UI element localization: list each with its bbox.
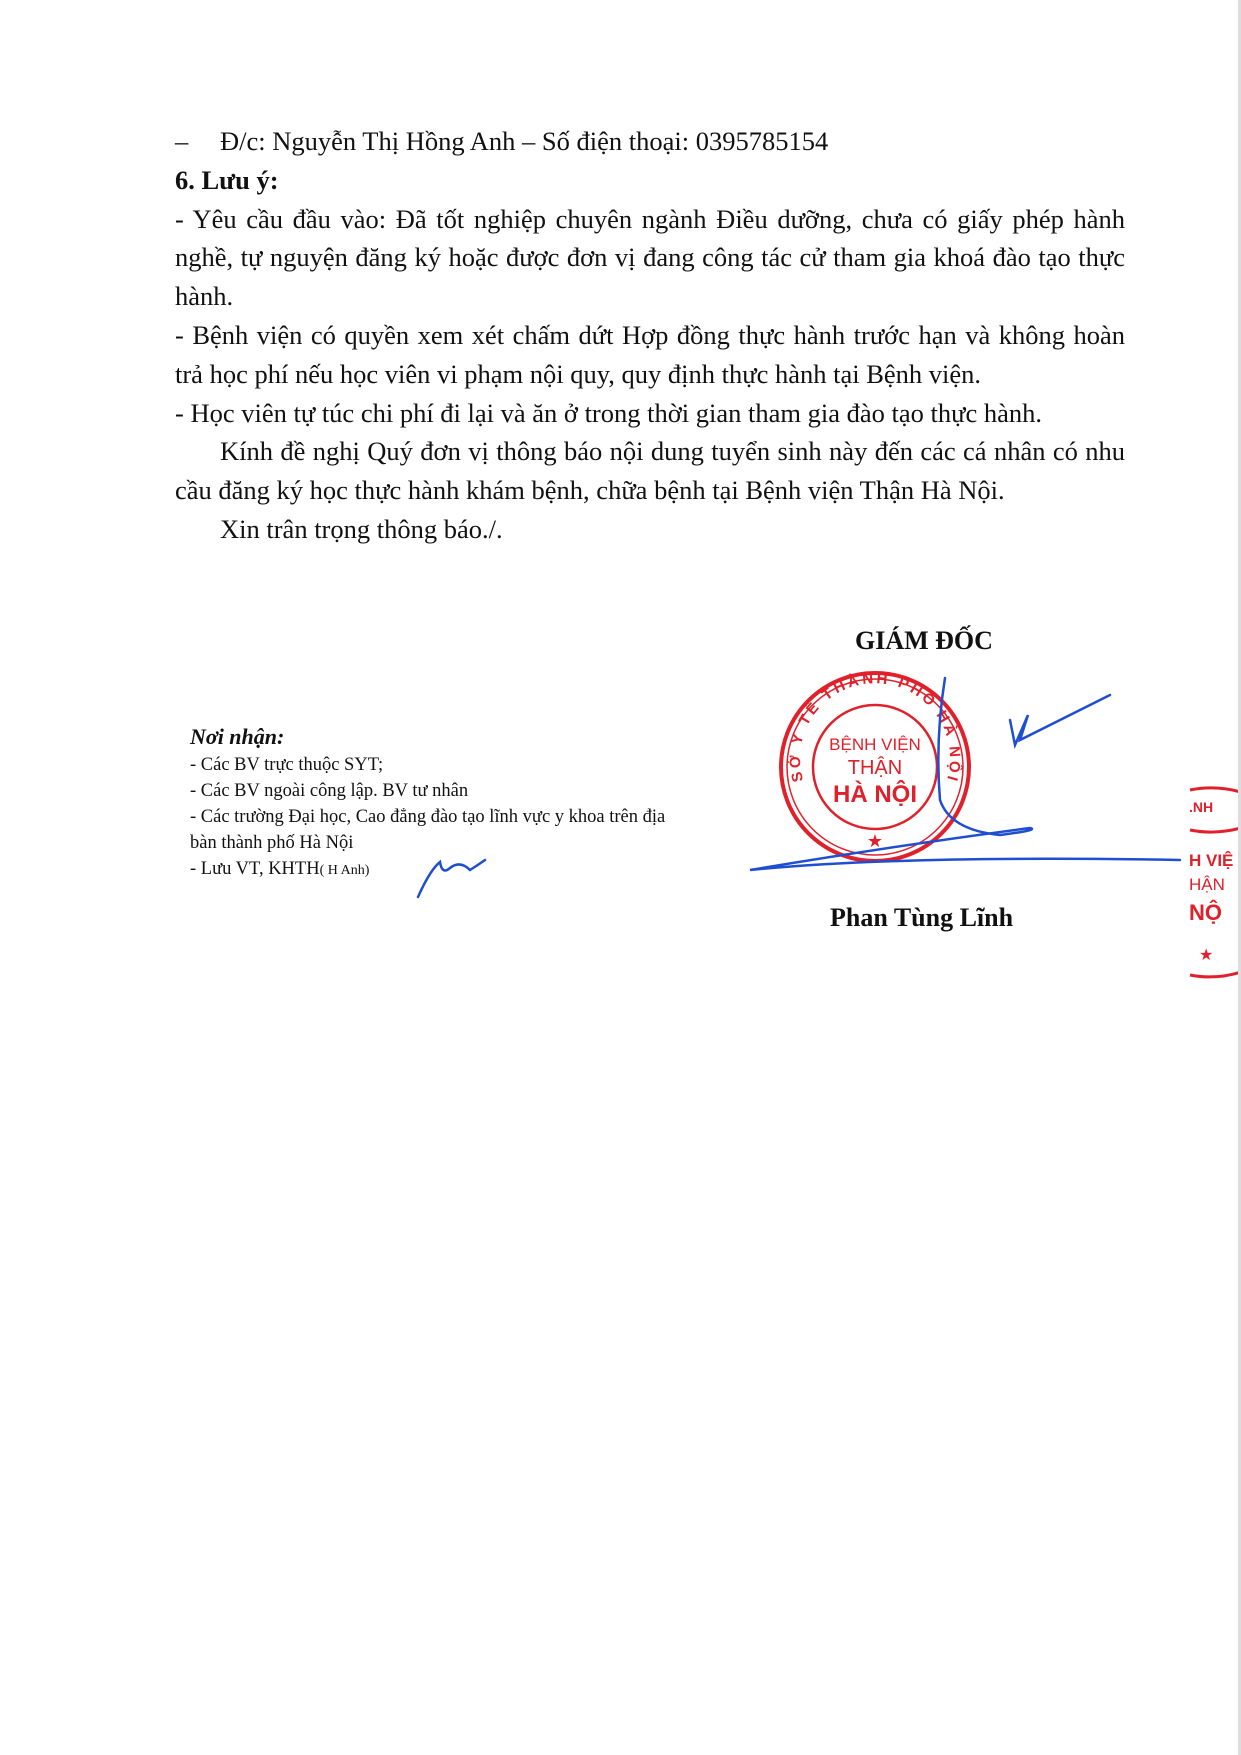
signer-name: Phan Tùng Lĩnh	[830, 903, 1014, 932]
partial-seal-edge	[1185, 780, 1241, 990]
archive-text: - Lưu VT, KHTH	[190, 859, 320, 879]
svg-text:.NH: .NH	[1189, 799, 1214, 815]
svg-text:H VIỆ: H VIỆ	[1189, 851, 1234, 870]
recipients-title: Nơi nhận:	[190, 724, 285, 749]
svg-text:HẬN: HẬN	[1189, 875, 1225, 894]
contact-line	[175, 122, 1125, 161]
svg-text:★: ★	[1199, 947, 1214, 964]
star-icon: ★	[866, 831, 884, 851]
recipient-item: - Các BV trực thuộc SYT;	[190, 755, 384, 775]
closing-request: Kính đề nghị Quý đơn vị thông báo nội dung tuyển sinh này đến các cá nhân có nhu cầu đăng ký học thực hành khám bệnh, chữa bệnh tại Bệnh viện Thận Hà Nội.	[175, 436, 1125, 506]
section-heading: 6. Lưu ý:	[175, 164, 279, 195]
recipients-block	[190, 722, 690, 884]
seal-line1: BỆNH VIỆN	[829, 735, 921, 754]
seal-outer-text: SỞ Y TẾ THÀNH PHỐ HÀ NỘI	[786, 670, 964, 786]
note-item: - Học viên tự túc chi phí đi lại và ăn ở trong thời gian tham gia đào tạo thực hành.	[175, 397, 1042, 428]
note-item: - Bệnh viện có quyền xem xét chấm dứt Hợp đồng thực hành trước hạn và không hoàn trả học phí nếu học viên vi phạm nội quy, quy định thực hành tại Bệnh viện.	[175, 319, 1125, 389]
recipient-archive	[190, 856, 690, 884]
note-item: - Yêu cầu đầu vào: Đã tốt nghiệp chuyên ngành Điều dưỡng, chưa có giấy phép hành nghề, tự nguyện đăng ký hoặc được đơn vị đang công tác cử tham gia khoá đào tạo thực hành.	[175, 203, 1125, 312]
document-body	[175, 122, 1125, 549]
closing-regards: Xin trân trọng thông báo./.	[220, 513, 503, 544]
dash: –	[175, 126, 189, 156]
recipient-item: - Các BV ngoài công lập. BV tư nhân	[190, 781, 469, 801]
contact-text: Đ/c: Nguyễn Thị Hồng Anh – Số điện thoại: 0395785154	[220, 126, 829, 156]
seal-line3: HÀ NỘI	[833, 781, 917, 808]
recipient-item: - Các trường Đại học, Cao đẳng đào tạo lĩnh vực y khoa trên địa bàn thành phố Hà Nội	[190, 807, 666, 853]
seal-line2: THẬN	[847, 757, 903, 779]
svg-text:NỘ: NỘ	[1189, 900, 1222, 925]
archive-note: ( H Anh)	[319, 863, 370, 878]
official-seal	[770, 662, 980, 862]
signature-title: GIÁM ĐỐC	[855, 626, 993, 655]
